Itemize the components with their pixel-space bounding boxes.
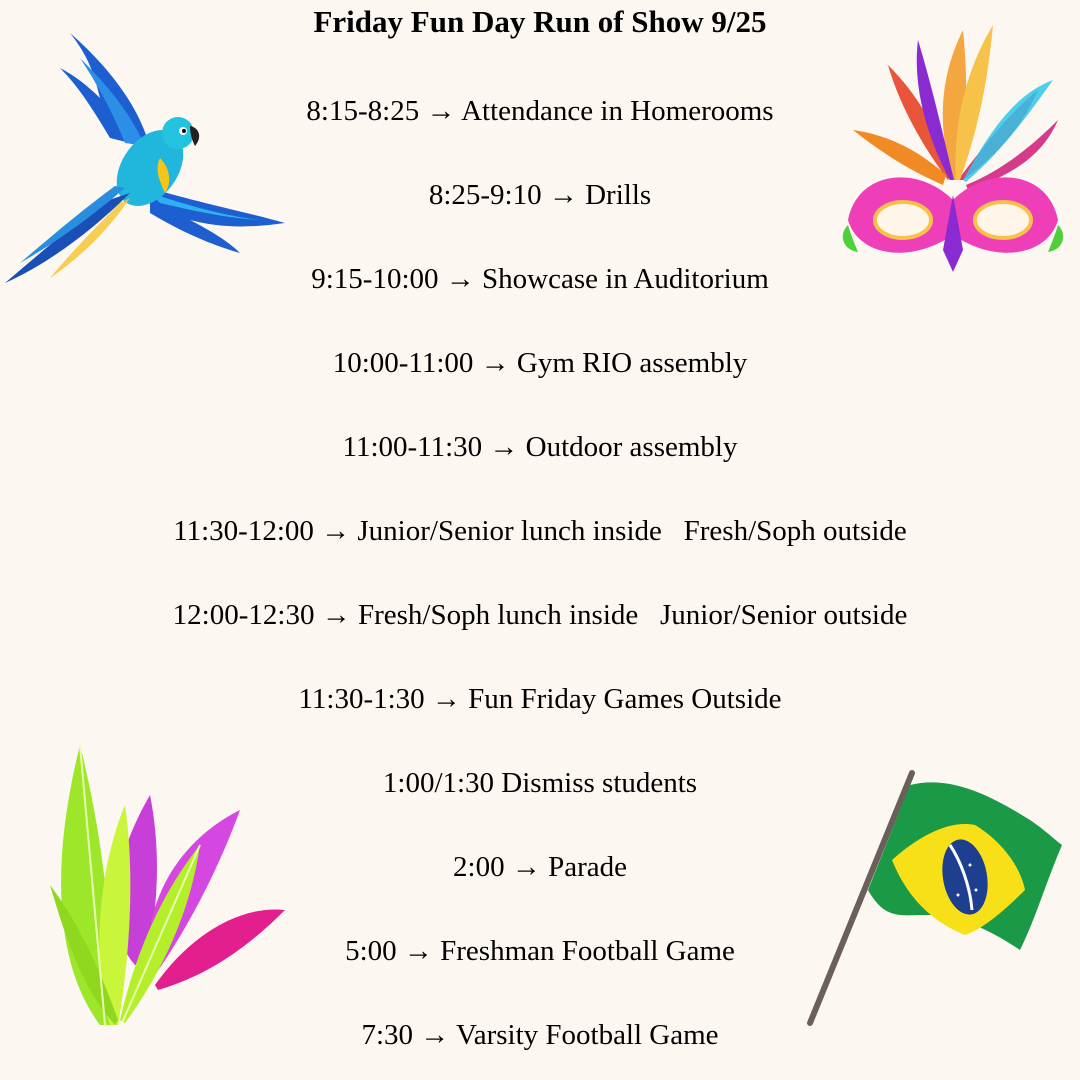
schedule-item: 11:30-1:30 → Fun Friday Games Outside	[298, 683, 782, 715]
schedule-item: 12:00-12:30 → Fresh/Soph lunch inside Junior/Senior outside	[172, 599, 908, 631]
brazil-flag-icon	[800, 765, 1070, 1030]
schedule-item: 8:15-8:25 → Attendance in Homerooms	[306, 95, 774, 127]
schedule-item: 10:00-11:00 → Gym RIO assembly	[332, 347, 748, 379]
schedule-item: 1:00/1:30 Dismiss students	[382, 767, 698, 799]
schedule-item: 11:00-11:30 → Outdoor assembly	[342, 431, 738, 463]
carnival-feathers-icon	[40, 735, 285, 1030]
macaw-parrot-icon	[0, 28, 290, 288]
schedule-item: 5:00 → Freshman Football Game	[345, 935, 735, 967]
carnival-mask-icon	[838, 20, 1068, 275]
schedule-item: 8:25-9:10 → Drills	[428, 179, 652, 211]
schedule-item: 9:15-10:00 → Showcase in Auditorium	[311, 263, 769, 295]
schedule-item: 7:30 → Varsity Football Game	[361, 1019, 719, 1051]
schedule-item: 2:00 → Parade	[453, 851, 627, 883]
page-title: Friday Fun Day Run of Show 9/25	[313, 4, 767, 39]
schedule-item: 11:30-12:00 → Junior/Senior lunch inside Fresh/Soph outside	[173, 515, 907, 547]
